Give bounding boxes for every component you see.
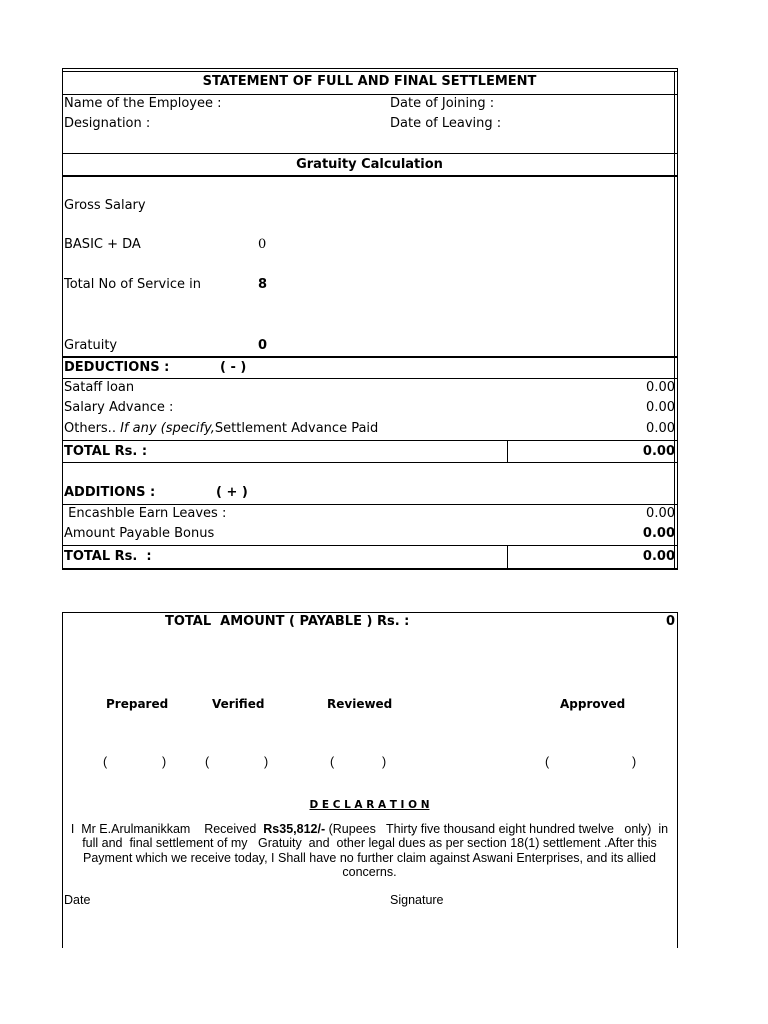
deduction-value-salary-advance: 0.00 bbox=[646, 400, 675, 415]
statement-title: STATEMENT OF FULL AND FINAL SETTLEMENT bbox=[202, 74, 537, 89]
prepared-close-paren: ) bbox=[162, 755, 167, 769]
others-italic: If any (specify, bbox=[120, 421, 215, 436]
declaration-line-2: full and final settlement of my Gratuity and other legal dues as per section 18(1) settlement .After this bbox=[82, 836, 657, 850]
deductions-total-value: 0.00 bbox=[642, 444, 675, 459]
service-label: Total No of Service in bbox=[64, 277, 201, 292]
verified-label: Verified bbox=[212, 697, 265, 711]
gratuity-value: 0 bbox=[258, 338, 268, 353]
service-value: 8 bbox=[258, 277, 268, 292]
approved-close-paren: ) bbox=[632, 755, 637, 769]
declaration-line-4: concerns. bbox=[342, 865, 397, 879]
verified-close-paren: ) bbox=[264, 755, 269, 769]
designation-label: Designation : bbox=[64, 116, 151, 131]
declaration-line1-pre: I Mr E.Arulmanikkam Received bbox=[70, 822, 264, 836]
additions-heading: ADDITIONS : bbox=[64, 485, 156, 500]
declaration-amount: Rs35,812/- bbox=[263, 822, 326, 836]
reviewed-label: Reviewed bbox=[327, 697, 393, 711]
addition-value-bonus: 0.00 bbox=[642, 526, 675, 541]
declaration-line1-post: (Rupees Thirty five thousand eight hundred twelve only) in bbox=[325, 822, 669, 836]
gratuity-label: Gratuity bbox=[64, 338, 118, 353]
approved-open-paren: ( bbox=[545, 755, 550, 769]
deduction-label-staff-loan: Sataff loan bbox=[64, 380, 135, 395]
reviewed-close-paren: ) bbox=[382, 755, 387, 769]
gross-salary-label: Gross Salary bbox=[64, 198, 146, 213]
additions-total-label: TOTAL Rs. : bbox=[64, 549, 152, 564]
addition-label-bonus: Amount Payable Bonus bbox=[64, 526, 215, 541]
additions-total-value: 0.00 bbox=[642, 549, 675, 564]
deduction-value-staff-loan: 0.00 bbox=[646, 380, 675, 395]
addition-label-earn-leaves: Encashble Earn Leaves : bbox=[64, 506, 227, 521]
basic-da-value: 0 bbox=[258, 237, 267, 252]
date-of-leaving-label: Date of Leaving : bbox=[390, 116, 502, 131]
prepared-label: Prepared bbox=[106, 697, 169, 711]
additions-sign: ( + ) bbox=[216, 485, 248, 500]
approved-label: Approved bbox=[560, 697, 626, 711]
addition-value-earn-leaves: 0.00 bbox=[646, 506, 675, 521]
reviewed-open-paren: ( bbox=[330, 755, 335, 769]
gratuity-heading: Gratuity Calculation bbox=[296, 157, 443, 172]
signature-label: Signature bbox=[390, 893, 444, 907]
verified-open-paren: ( bbox=[205, 755, 210, 769]
employee-name-label: Name of the Employee : bbox=[64, 96, 222, 111]
basic-da-label: BASIC + DA bbox=[64, 237, 141, 252]
deduction-label-salary-advance: Salary Advance : bbox=[64, 400, 174, 415]
total-payable-label: TOTAL AMOUNT ( PAYABLE ) Rs. : bbox=[165, 614, 410, 629]
prepared-open-paren: ( bbox=[103, 755, 108, 769]
others-suffix: Settlement Advance Paid bbox=[214, 421, 379, 436]
deduction-value-others: 0.00 bbox=[646, 421, 675, 436]
date-of-joining-label: Date of Joining : bbox=[390, 96, 495, 111]
deductions-heading: DEDUCTIONS : bbox=[64, 360, 170, 375]
deduction-label-others bbox=[64, 421, 378, 436]
declaration-heading: D E C L A R A T I O N bbox=[309, 799, 430, 811]
declaration-line-1 bbox=[63, 822, 676, 836]
total-payable-value: 0 bbox=[665, 614, 675, 629]
deductions-total-label: TOTAL Rs. : bbox=[64, 444, 148, 459]
date-label: Date bbox=[64, 893, 91, 907]
deductions-sign: ( - ) bbox=[220, 360, 247, 375]
others-prefix: Others.. bbox=[64, 421, 121, 436]
declaration-line-3: Payment which we receive today, I Shall have no further claim against Aswani Enterprises, and its allied bbox=[83, 851, 656, 865]
